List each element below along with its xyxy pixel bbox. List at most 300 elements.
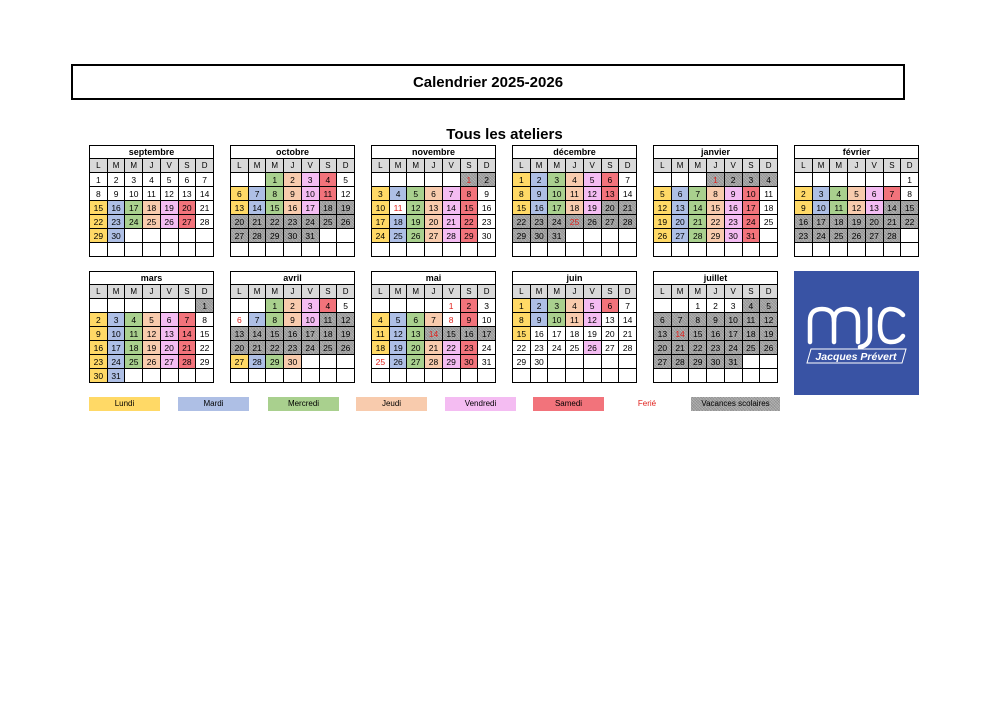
week-row: [372, 215, 496, 229]
month-grid: [89, 271, 214, 383]
month-header-row: [90, 272, 214, 285]
day-cell: 5: [583, 299, 601, 313]
weekday-letter: M: [125, 159, 143, 173]
day-cell: 11: [742, 313, 760, 327]
day-cell: 8: [901, 187, 919, 201]
empty-cell: [90, 243, 108, 257]
empty-cell: [848, 243, 866, 257]
weekday-row: [654, 285, 778, 299]
day-cell: 11: [566, 313, 584, 327]
day-cell: 27: [865, 229, 883, 243]
empty-cell: [196, 229, 214, 243]
week-row: [231, 243, 355, 257]
day-cell: 10: [548, 187, 566, 201]
day-cell: 4: [319, 299, 337, 313]
month-header-row: [654, 146, 778, 159]
weekday-letter: M: [689, 285, 707, 299]
day-cell: 18: [566, 327, 584, 341]
month-grid: [653, 271, 778, 383]
day-cell: 14: [248, 201, 266, 215]
empty-cell: [724, 243, 742, 257]
week-row: [513, 187, 637, 201]
day-cell: 31: [478, 355, 496, 369]
day-cell: 3: [742, 173, 760, 187]
day-cell: 10: [742, 187, 760, 201]
day-cell: 15: [689, 327, 707, 341]
day-cell: 22: [513, 215, 531, 229]
month-name: septembre: [90, 146, 214, 159]
day-cell: 23: [284, 341, 302, 355]
weekday-letter: S: [742, 159, 760, 173]
day-cell: 25: [830, 229, 848, 243]
empty-cell: [389, 299, 407, 313]
empty-cell: [601, 355, 619, 369]
day-cell: 16: [530, 201, 548, 215]
day-cell: 13: [178, 187, 196, 201]
day-cell: 27: [178, 215, 196, 229]
empty-cell: [795, 173, 813, 187]
empty-cell: [583, 229, 601, 243]
empty-cell: [566, 229, 584, 243]
day-cell: 10: [301, 313, 319, 327]
week-row: [231, 341, 355, 355]
day-cell: 30: [530, 229, 548, 243]
day-cell: 13: [160, 327, 178, 341]
empty-cell: [689, 369, 707, 383]
day-cell: 16: [795, 215, 813, 229]
day-cell: 11: [319, 313, 337, 327]
day-cell: 20: [601, 327, 619, 341]
month-header-row: [231, 272, 355, 285]
day-cell: 15: [460, 201, 478, 215]
day-cell: 23: [284, 215, 302, 229]
empty-cell: [407, 369, 425, 383]
day-cell: 12: [583, 187, 601, 201]
empty-cell: [478, 243, 496, 257]
day-cell: 15: [513, 327, 531, 341]
day-cell: 30: [478, 229, 496, 243]
weekday-letter: M: [407, 159, 425, 173]
month-grid: [512, 145, 637, 257]
day-cell: 13: [654, 327, 672, 341]
day-cell: 9: [795, 201, 813, 215]
empty-cell: [248, 299, 266, 313]
day-cell: 24: [478, 341, 496, 355]
weekday-letter: M: [266, 285, 284, 299]
legend-vacances-scolaires: Vacances scolaires: [691, 397, 780, 411]
week-row: [90, 215, 214, 229]
day-cell: 21: [689, 215, 707, 229]
empty-cell: [301, 355, 319, 369]
day-cell: 8: [442, 313, 460, 327]
day-cell: 11: [389, 201, 407, 215]
day-cell: 26: [760, 341, 778, 355]
weekday-letter: M: [107, 159, 125, 173]
day-cell: 4: [742, 299, 760, 313]
day-cell: 4: [566, 173, 584, 187]
month-name: mars: [90, 272, 214, 285]
month-header-row: [372, 146, 496, 159]
day-cell: 16: [284, 201, 302, 215]
empty-cell: [671, 299, 689, 313]
weekday-letter: D: [196, 159, 214, 173]
empty-cell: [143, 229, 161, 243]
day-cell: 12: [337, 313, 355, 327]
day-cell: 27: [671, 229, 689, 243]
empty-cell: [566, 243, 584, 257]
day-cell: 4: [389, 187, 407, 201]
day-cell: 25: [742, 341, 760, 355]
day-cell: 17: [301, 201, 319, 215]
day-cell: 9: [478, 187, 496, 201]
empty-cell: [231, 243, 249, 257]
day-cell: 20: [231, 341, 249, 355]
day-cell: 20: [654, 341, 672, 355]
day-cell: 8: [196, 313, 214, 327]
week-row: [231, 187, 355, 201]
weekday-letter: M: [812, 159, 830, 173]
empty-cell: [389, 369, 407, 383]
empty-cell: [530, 369, 548, 383]
month-header-row: [654, 272, 778, 285]
weekday-row: [795, 159, 919, 173]
day-cell: 16: [724, 201, 742, 215]
day-cell: 10: [372, 201, 390, 215]
day-cell: 14: [619, 187, 637, 201]
day-cell: 17: [548, 327, 566, 341]
day-cell: 19: [848, 215, 866, 229]
day-cell: 9: [460, 313, 478, 327]
day-cell: 2: [724, 173, 742, 187]
day-cell: 26: [337, 215, 355, 229]
day-cell: 3: [548, 299, 566, 313]
week-row: [231, 299, 355, 313]
weekday-letter: L: [513, 159, 531, 173]
day-cell: 29: [513, 229, 531, 243]
week-row: [90, 229, 214, 243]
week-row: [654, 229, 778, 243]
empty-cell: [689, 173, 707, 187]
day-cell: 4: [143, 173, 161, 187]
logo-graphic: [794, 271, 919, 395]
day-cell: 4: [319, 173, 337, 187]
day-cell: 15: [196, 327, 214, 341]
weekday-row: [90, 159, 214, 173]
day-cell: 15: [513, 201, 531, 215]
day-cell: 30: [724, 229, 742, 243]
page-title: Calendrier 2025-2026: [412, 73, 564, 91]
day-cell: 30: [107, 229, 125, 243]
week-row: [513, 243, 637, 257]
day-cell: 30: [284, 229, 302, 243]
week-row: [654, 299, 778, 313]
week-row: [795, 201, 919, 215]
day-cell: 7: [883, 187, 901, 201]
empty-cell: [848, 173, 866, 187]
day-cell: 17: [812, 215, 830, 229]
week-row: [654, 215, 778, 229]
day-cell: 19: [407, 215, 425, 229]
day-cell: 25: [143, 215, 161, 229]
empty-cell: [566, 369, 584, 383]
day-cell: 10: [478, 313, 496, 327]
empty-cell: [619, 243, 637, 257]
week-row: [231, 355, 355, 369]
day-cell: 26: [848, 229, 866, 243]
week-row: [654, 173, 778, 187]
weekday-row: [231, 285, 355, 299]
day-cell: 12: [160, 187, 178, 201]
day-cell: 27: [231, 355, 249, 369]
day-cell: 6: [671, 187, 689, 201]
empty-cell: [795, 243, 813, 257]
day-cell: 2: [284, 173, 302, 187]
empty-cell: [724, 369, 742, 383]
day-cell: 12: [407, 201, 425, 215]
day-cell: 26: [337, 341, 355, 355]
day-cell: 21: [671, 341, 689, 355]
empty-cell: [125, 243, 143, 257]
day-cell: 9: [530, 187, 548, 201]
day-cell: 9: [107, 187, 125, 201]
weekday-letter: L: [90, 159, 108, 173]
weekday-letter: M: [266, 159, 284, 173]
empty-cell: [883, 243, 901, 257]
day-cell: 28: [883, 229, 901, 243]
day-cell: 25: [319, 215, 337, 229]
day-cell: 7: [178, 313, 196, 327]
day-cell: 7: [619, 173, 637, 187]
week-row: [372, 187, 496, 201]
weekday-letter: L: [654, 159, 672, 173]
empty-cell: [548, 243, 566, 257]
day-cell: 11: [143, 187, 161, 201]
weekday-letter: M: [548, 159, 566, 173]
week-row: [513, 327, 637, 341]
day-cell: 9: [530, 313, 548, 327]
day-cell: 21: [196, 201, 214, 215]
day-cell: 23: [478, 215, 496, 229]
weekday-letter: V: [301, 159, 319, 173]
day-cell: 5: [389, 313, 407, 327]
day-cell: 18: [372, 341, 390, 355]
empty-cell: [601, 369, 619, 383]
weekday-letter: J: [566, 159, 584, 173]
week-row: [513, 341, 637, 355]
day-cell: 15: [442, 327, 460, 341]
week-row: [513, 229, 637, 243]
day-cell: 6: [231, 313, 249, 327]
week-row: [231, 327, 355, 341]
empty-cell: [178, 229, 196, 243]
week-row: [90, 369, 214, 383]
weekday-letter: J: [707, 285, 725, 299]
day-cell: 4: [760, 173, 778, 187]
day-cell: 5: [337, 173, 355, 187]
day-cell: 18: [143, 201, 161, 215]
empty-cell: [425, 243, 443, 257]
empty-cell: [125, 299, 143, 313]
day-cell: 22: [196, 341, 214, 355]
empty-cell: [812, 243, 830, 257]
day-cell: 29: [90, 229, 108, 243]
month-grid: [653, 145, 778, 257]
day-cell: 3: [125, 173, 143, 187]
empty-cell: [196, 369, 214, 383]
mjc-logo-icon: [810, 309, 903, 347]
empty-cell: [372, 173, 390, 187]
weekday-letter: S: [178, 159, 196, 173]
day-cell: 24: [548, 215, 566, 229]
empty-cell: [548, 355, 566, 369]
week-row: [90, 187, 214, 201]
day-cell: 20: [231, 215, 249, 229]
day-cell: 27: [601, 215, 619, 229]
day-cell: 10: [812, 201, 830, 215]
day-cell: 3: [301, 173, 319, 187]
empty-cell: [671, 369, 689, 383]
day-cell: 1: [460, 173, 478, 187]
day-cell: 28: [442, 229, 460, 243]
day-cell: 12: [143, 327, 161, 341]
empty-cell: [760, 355, 778, 369]
empty-cell: [689, 243, 707, 257]
empty-cell: [90, 299, 108, 313]
empty-cell: [266, 243, 284, 257]
weekday-letter: D: [196, 285, 214, 299]
day-cell: 20: [178, 201, 196, 215]
month-header-row: [231, 146, 355, 159]
day-cell: 21: [883, 215, 901, 229]
day-cell: 28: [671, 355, 689, 369]
day-cell: 18: [319, 201, 337, 215]
day-cell: 2: [707, 299, 725, 313]
day-cell: 8: [513, 187, 531, 201]
day-cell: 29: [442, 355, 460, 369]
page-subtitle: Tous les ateliers: [446, 126, 563, 143]
day-cell: 6: [865, 187, 883, 201]
empty-cell: [548, 369, 566, 383]
empty-cell: [107, 299, 125, 313]
day-cell: 3: [107, 313, 125, 327]
empty-cell: [619, 355, 637, 369]
day-cell: 17: [372, 215, 390, 229]
legend-mercredi: Mercredi: [268, 397, 339, 411]
day-cell: 6: [178, 173, 196, 187]
legend-ferie: Ferié: [637, 399, 657, 408]
day-cell: 20: [425, 215, 443, 229]
day-cell: 1: [266, 299, 284, 313]
day-cell: 28: [196, 215, 214, 229]
weekday-row: [90, 285, 214, 299]
empty-cell: [337, 229, 355, 243]
empty-cell: [143, 243, 161, 257]
empty-cell: [178, 299, 196, 313]
week-row: [795, 229, 919, 243]
weekday-letter: L: [795, 159, 813, 173]
empty-cell: [442, 243, 460, 257]
day-cell: 24: [125, 215, 143, 229]
calendar-row: [89, 271, 778, 383]
day-cell: 23: [107, 215, 125, 229]
week-row: [231, 215, 355, 229]
day-cell: 16: [90, 341, 108, 355]
empty-cell: [583, 243, 601, 257]
weekday-row: [654, 159, 778, 173]
day-cell: 2: [795, 187, 813, 201]
day-cell: 2: [530, 173, 548, 187]
empty-cell: [425, 369, 443, 383]
day-cell: 25: [372, 355, 390, 369]
day-cell: 27: [231, 229, 249, 243]
day-cell: 23: [530, 341, 548, 355]
day-cell: 12: [654, 201, 672, 215]
logo-text: Jacques Prévert: [815, 351, 897, 363]
week-row: [90, 243, 214, 257]
weekday-letter: D: [760, 159, 778, 173]
day-cell: 7: [196, 173, 214, 187]
empty-cell: [160, 229, 178, 243]
weekday-letter: D: [337, 159, 355, 173]
week-row: [90, 313, 214, 327]
month-grid: [89, 145, 214, 257]
week-row: [654, 341, 778, 355]
day-cell: 17: [478, 327, 496, 341]
empty-cell: [319, 229, 337, 243]
week-row: [372, 313, 496, 327]
day-cell: 4: [125, 313, 143, 327]
day-cell: 14: [671, 327, 689, 341]
day-cell: 16: [707, 327, 725, 341]
day-cell: 18: [566, 201, 584, 215]
day-cell: 9: [284, 313, 302, 327]
day-cell: 10: [301, 187, 319, 201]
day-cell: 2: [478, 173, 496, 187]
day-cell: 26: [389, 355, 407, 369]
week-row: [90, 355, 214, 369]
weekday-letter: M: [671, 159, 689, 173]
day-cell: 21: [248, 341, 266, 355]
empty-cell: [337, 243, 355, 257]
day-cell: 26: [654, 229, 672, 243]
day-cell: 25: [389, 229, 407, 243]
day-cell: 8: [689, 313, 707, 327]
day-cell: 30: [530, 355, 548, 369]
week-row: [654, 201, 778, 215]
month-name: décembre: [513, 146, 637, 159]
week-row: [372, 299, 496, 313]
day-cell: 10: [724, 313, 742, 327]
weekday-letter: S: [460, 285, 478, 299]
empty-cell: [248, 243, 266, 257]
weekday-row: [513, 285, 637, 299]
weekday-letter: J: [425, 159, 443, 173]
month-header-row: [513, 272, 637, 285]
day-cell: 19: [143, 341, 161, 355]
day-cell: 13: [601, 313, 619, 327]
empty-cell: [231, 369, 249, 383]
day-cell: 28: [619, 341, 637, 355]
day-cell: 28: [178, 355, 196, 369]
day-cell: 2: [284, 299, 302, 313]
month-header-row: [372, 272, 496, 285]
day-cell: 13: [425, 201, 443, 215]
day-cell: 6: [601, 299, 619, 313]
weekday-letter: V: [160, 285, 178, 299]
day-cell: 15: [901, 201, 919, 215]
day-cell: 30: [90, 369, 108, 383]
day-cell: 16: [107, 201, 125, 215]
